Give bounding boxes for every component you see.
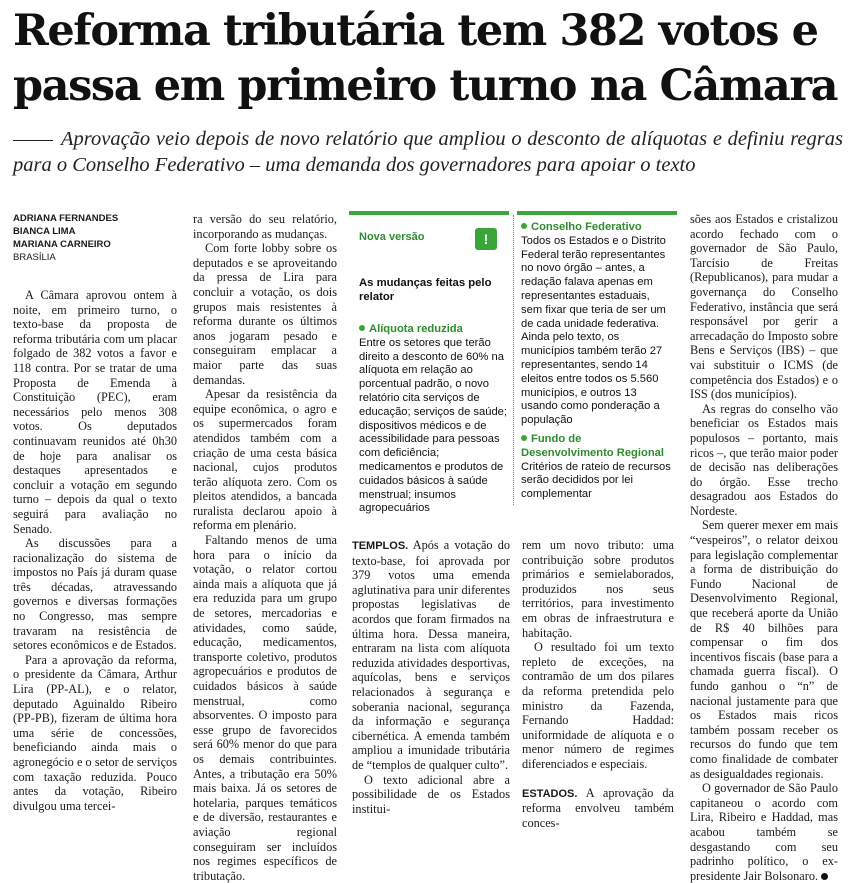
paragraph: O resultado foi um texto repleto de exceções, na contramão de um dos pilares da reforma pretendida pelo ministro da Fazenda, Fernando Haddad: uniformidade de alíquota e o menor número de regimes diferenciados e especiais. bbox=[522, 640, 674, 771]
section-kicker: ESTADOS. bbox=[522, 787, 578, 800]
headline-line-2: passa em primeiro turno na Câmara bbox=[13, 61, 838, 111]
paragraph: Apesar da resistência da equipe econômica, o agro e os supermercados foram atendidos também com a criação de uma cesta básica nacional, cujos produtos terão alíquota zero. Com os pleitos atendidos, a bancada ruralista declarou apoio à reforma em plenário. bbox=[193, 387, 337, 533]
dateline: BRASÍLIA bbox=[13, 252, 56, 263]
column-2 bbox=[193, 212, 337, 883]
paragraph: Sem querer mexer em mais “vespeiros”, o relator deixou para legislação complementar a forma de distribuição do Fundo Nacional de Desenvolvimento Regional, que receberá aporte da União de R$ 40 bilhões para compensar o fim dos incentivos fiscais (base para a chamada guerra fiscal). O fundo ganhou o “n” de nacional justamente para que os Estados mais ricos também possam receber os recursos do fundo que tem como finalidade de combater as desigualdades regionais. bbox=[690, 518, 838, 781]
subtitle-dash bbox=[13, 140, 53, 141]
box-tag: Nova versão bbox=[359, 231, 425, 243]
subtitle-text: Aprovação veio depois de novo relatório que ampliou o desconto de alíquotas e definiu regras para o Conselho Federativo – uma demanda dos governadores para apoiar o texto bbox=[13, 128, 843, 176]
paragraph: rem um novo tributo: uma contribuição sobre produtos primários e semielaborados, produzidos nos seus territórios, para investimento em obras de infraestrutura e habitação. bbox=[522, 538, 674, 640]
bullet-icon bbox=[521, 435, 527, 441]
paragraph: ra versão do seu relatório, incorporando as mudanças. bbox=[193, 212, 337, 241]
box-accent-bar bbox=[517, 211, 677, 215]
author: ADRIANA FERNANDES bbox=[13, 213, 119, 224]
paragraph: sões aos Estados e cristalizou acordo fechado com o governador de São Paulo, Tarcísio de Freitas (Republicanos), para mudar a governança do Conselho Federativo, instância que será responsável por gerir a arrecadação do Imposto sobre Bens e Serviços (IBS) – que vai substituir o ICMS (de competência dos Estados) e o ISS (dos municípios). bbox=[690, 212, 838, 402]
column-3 bbox=[352, 538, 510, 816]
paragraph: Faltando menos de uma hora para o início da votação, o relator cortou ainda mais a alíquota que já era reduzida para um grupo de setores, mercadorias e atividades, como saúde, educação, medicamentos, transporte coletivo, produtos agropecuários e produtos de cuidados básicos à saúde menstrual, como absorventes. O imposto para esse grupo de favorecidos será 60% menor do que para os demais contribuintes. Antes, a tributação era 50% mais baixa. Já os setores de hotelaria, parques temáticos e de diversão, restaurantes e aviação regional conseguiram ser incluídos nos regimes específicos de tributação. bbox=[193, 533, 337, 883]
box-section-text: Entre os setores que terão direito a desconto de 60% na alíquota em relação ao porcentual padrão, o novo relatório cita serviços de educação; serviços de saúde; dispositivos médicos e de acessibilidade para pessoas com deficiência; medicamentos e produtos de cuidados básicos à saúde menstrual; insumos agropecuários bbox=[359, 336, 508, 515]
bullet-icon bbox=[521, 223, 527, 229]
box-section-conselho bbox=[521, 221, 673, 428]
paragraph: TEMPLOS. Após a votação do texto-base, foi aprovada por 379 votos uma emenda aglutinativa para unir diferentes propostas legislativas de acordos que foram firmados na última hora. Dessa maneira, entraram na lista com alíquota reduzida atividades desportivas, aquícolas, bens e serviços relacionados à segurança e soberania nacional, segurança da informação e segurança cibernética. A emenda também ampliou a imunidade tributária de “templos de qualquer culto”. bbox=[352, 538, 510, 772]
box-section-fundo bbox=[521, 433, 673, 502]
paragraph: Com forte lobby sobre os deputados e se aproveitando da pressa de Lira para concluir a votação, os dois grupos mais resistentes à reforma durante os últimos anos jogaram pesado e conseguiram emplacar a maior parte das suas demandas. bbox=[193, 241, 337, 387]
paragraph: ESTADOS. A aprovação da reforma envolveu também conces- bbox=[522, 785, 674, 830]
box-accent-bar bbox=[349, 211, 509, 215]
box-section-text: Todos os Estados e o Distrito Federal terão representantes no novo órgão – antes, a redação falava apenas em representantes estaduais, sem fixar que teria de ser um de cada unidade federativa. Ainda pelo texto, os municípios também terão 27 representantes, sendo 14 eleitos entre todos os 5.560 municípios, e outros 13 usando como ponderação a população bbox=[521, 234, 666, 427]
headline-line-1: Reforma tributária tem 382 votos e bbox=[13, 6, 818, 56]
box-section-text: Critérios de rateio de recursos serão decididos por lei complementar bbox=[521, 460, 671, 501]
author: MARIANA CARNEIRO bbox=[13, 239, 111, 250]
author: BIANCA LIMA bbox=[13, 226, 76, 237]
box-title: As mudanças feitas pelo relator bbox=[359, 277, 492, 303]
paragraph: A Câmara aprovou ontem à noite, em primeiro turno, o texto-base da proposta de reforma tributária com um placar folgado de 382 votos a favor e 118 contra. Por se tratar de uma Proposta de Emenda à Constituição (PEC), eram necessários pelo menos 308 votos. Os deputados continuavam reunidos até 0h30 de hoje para analisar os destaques apresentados e concluir a votação em segundo turno – depois da qual o texto seguirá para avaliação no Senado. bbox=[13, 288, 177, 536]
column-5 bbox=[690, 212, 838, 883]
box-section-aliquota bbox=[359, 323, 509, 516]
paragraph: O texto adicional abre a possibilidade de os Estados institui- bbox=[352, 772, 510, 816]
box-section-title: Alíquota reduzida bbox=[359, 323, 509, 337]
info-box bbox=[349, 211, 677, 515]
paragraph: As discussões para a racionalização do sistema de impostos no País já duram quase três décadas, atravessando governos e diversas formações no Congresso, mas sempre travaram na resistência de setores econômicos e de Estados. bbox=[13, 536, 177, 653]
column-4 bbox=[522, 538, 674, 830]
paragraph: O governador de São Paulo capitaneou o acordo com Lira, Ribeiro e Haddad, mas acabou também se desgastando com seu padrinho político, o ex-presidente Jair Bolsonaro. bbox=[690, 781, 838, 883]
box-section-title: Conselho Federativo bbox=[521, 221, 673, 235]
section-kicker: TEMPLOS. bbox=[352, 540, 409, 552]
paragraph: Para a aprovação da reforma, o presidente da Câmara, Arthur Lira (PP-AL), e o relator, deputado Aguinaldo Ribeiro (PP-PB), fizeram de última hora uma série de concessões, beneficiando ainda mais o agronegócio e o setor de serviços com taxação reduzida. Pouco antes da votação, Ribeiro divulgou uma tercei- bbox=[13, 652, 177, 813]
alert-icon: ! bbox=[475, 228, 497, 250]
headline bbox=[13, 4, 843, 114]
end-mark-icon bbox=[821, 873, 828, 880]
bullet-icon bbox=[359, 325, 365, 331]
byline bbox=[13, 212, 177, 264]
paragraph: As regras do conselho vão beneficiar os Estados mais populosos – portanto, mais ricos –, que terão maior poder de decisão nas deliberações do órgão. Esse trecho desagradou aos Estados do Nordeste. bbox=[690, 401, 838, 518]
subtitle bbox=[13, 126, 843, 178]
column-1 bbox=[13, 212, 177, 813]
box-divider bbox=[513, 215, 514, 505]
box-section-title: Fundo de Desenvolvimento Regional bbox=[521, 433, 664, 459]
